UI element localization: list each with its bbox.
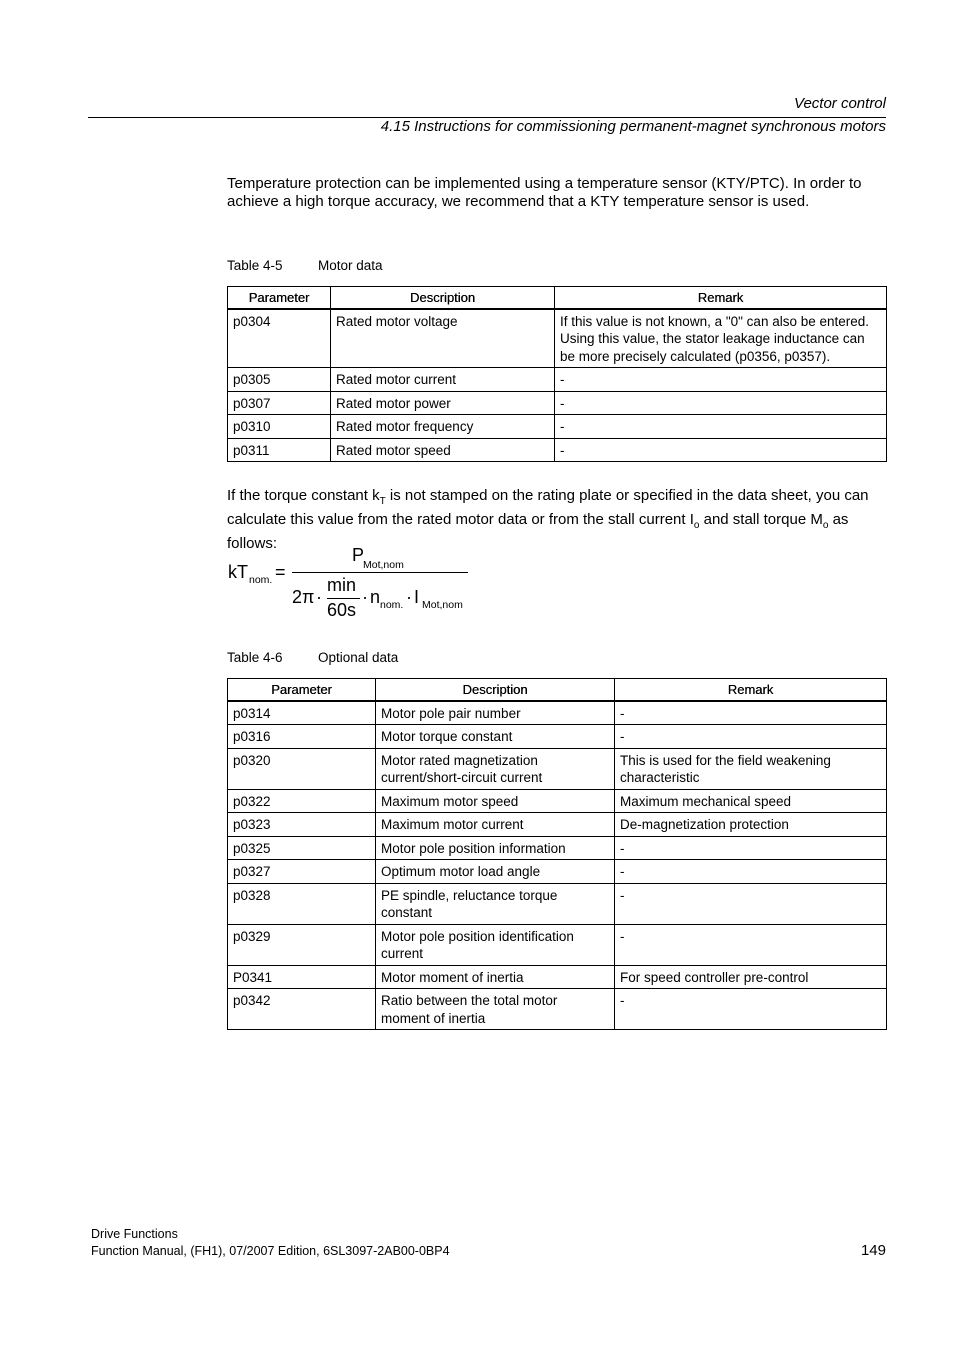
parameter-cell: p0305 xyxy=(228,368,331,392)
running-header-subtitle: 4.15 Instructions for commissioning permanent-magnet synchronous motors xyxy=(380,118,886,135)
parameter-cell: p0342 xyxy=(228,989,376,1030)
inner-fraction-bar xyxy=(327,598,360,599)
torque-constant-paragraph: If the torque constant $k_T$ is not stamped on the rating plate or specified in the data sheet, you can calculate this value from the rated motor data or from the stall current $I_o$ and stall torque $M_o$ as follows: xyxy=(227,487,869,552)
formula-two-pi: 2π xyxy=(292,587,315,607)
description-cell: Motor moment of inertia xyxy=(376,965,615,989)
fraction-bar xyxy=(292,572,468,573)
table-row xyxy=(228,965,887,989)
remark-cell: De-magnetization protection xyxy=(615,813,887,837)
table-row xyxy=(228,368,887,392)
column-header: Description xyxy=(331,287,555,309)
table-row xyxy=(228,309,887,368)
parameter-cell: p0327 xyxy=(228,860,376,884)
remark-cell: For speed controller pre-control xyxy=(615,965,887,989)
column-header: Description xyxy=(376,679,615,701)
formula-numerator: P xyxy=(352,545,365,565)
formula-dot: · xyxy=(406,587,412,607)
description-cell: Rated motor current xyxy=(331,368,555,392)
parameter-cell: p0307 xyxy=(228,391,331,415)
description-cell: Motor pole position identification current xyxy=(376,924,615,965)
formula-numerator-subscript: Mot,nom xyxy=(363,559,404,571)
page-number: 149 xyxy=(860,1242,886,1259)
formula-dot: · xyxy=(362,587,368,607)
table-row xyxy=(228,701,887,725)
parameter-cell: p0323 xyxy=(228,813,376,837)
table-caption-number: Table 4-6 xyxy=(227,650,283,665)
footer-manual-info: Function Manual, (FH1), 07/2007 Edition, 6SL3097-2AB00-0BP4 xyxy=(91,1244,450,1258)
description-cell: Maximum motor current xyxy=(376,813,615,837)
table-row xyxy=(228,391,887,415)
parameter-cell: p0325 xyxy=(228,836,376,860)
table-row xyxy=(228,725,887,749)
formula-dot: · xyxy=(316,587,322,607)
table-header-row xyxy=(228,287,887,309)
description-cell: Motor torque constant xyxy=(376,725,615,749)
remark-cell: Maximum mechanical speed xyxy=(615,789,887,813)
description-cell: Motor pole pair number xyxy=(376,701,615,725)
table-row xyxy=(228,748,887,789)
column-header: Remark xyxy=(615,679,887,701)
description-cell: Optimum motor load angle xyxy=(376,860,615,884)
table-row xyxy=(228,883,887,924)
parameter-cell: p0328 xyxy=(228,883,376,924)
formula-current: I xyxy=(414,587,420,607)
description-cell: Rated motor speed xyxy=(331,438,555,462)
remark-cell: If this value is not known, a "0" can also be entered. Using this value, the stator leakage inductance can be more precisely calculated (p0356, p0357). xyxy=(555,309,887,368)
running-header-title: Vector control xyxy=(794,95,886,112)
remark-cell: - xyxy=(615,701,887,725)
remark-cell: - xyxy=(615,883,887,924)
formula-speed-subscript: nom. xyxy=(380,599,404,611)
description-cell: Motor pole position information xyxy=(376,836,615,860)
formula-inner-numerator: min xyxy=(327,575,357,595)
parameter-cell: p0329 xyxy=(228,924,376,965)
parameter-cell: p0310 xyxy=(228,415,331,439)
parameter-cell: P0341 xyxy=(228,965,376,989)
torque-constant-formula xyxy=(228,545,488,625)
table-header-row xyxy=(228,679,887,701)
remark-cell: - xyxy=(555,391,887,415)
remark-cell: - xyxy=(615,836,887,860)
formula-lhs-subscript: nom. xyxy=(249,574,273,586)
table-row xyxy=(228,860,887,884)
parameter-cell: p0314 xyxy=(228,701,376,725)
remark-cell: - xyxy=(555,438,887,462)
formula-inner-denominator: 60s xyxy=(327,600,357,620)
optional-data-table xyxy=(227,678,887,1030)
parameter-cell: p0311 xyxy=(228,438,331,462)
table-row xyxy=(228,789,887,813)
formula-speed: n xyxy=(370,587,381,607)
parameter-cell: p0320 xyxy=(228,748,376,789)
table-row xyxy=(228,415,887,439)
table-caption-title: Motor data xyxy=(318,258,383,273)
remark-cell: - xyxy=(555,415,887,439)
formula-current-subscript: Mot,nom xyxy=(422,599,463,611)
parameter-cell: p0304 xyxy=(228,309,331,368)
table-row xyxy=(228,836,887,860)
remark-cell: This is used for the field weakening characteristic xyxy=(615,748,887,789)
remark-cell: - xyxy=(555,368,887,392)
description-cell: Ratio between the total motor moment of inertia xyxy=(376,989,615,1030)
description-cell: Rated motor power xyxy=(331,391,555,415)
table-caption xyxy=(227,258,383,273)
description-cell: Rated motor voltage xyxy=(331,309,555,368)
table-row xyxy=(228,438,887,462)
column-header: Parameter xyxy=(228,679,376,701)
table-caption xyxy=(227,650,398,665)
table-row xyxy=(228,989,887,1030)
footer-section: Drive Functions xyxy=(91,1227,178,1241)
table-caption-number: Table 4-5 xyxy=(227,258,283,273)
remark-cell: - xyxy=(615,989,887,1030)
description-cell: Rated motor frequency xyxy=(331,415,555,439)
remark-cell: - xyxy=(615,860,887,884)
remark-cell: - xyxy=(615,725,887,749)
table-row xyxy=(228,924,887,965)
description-cell: Motor rated magnetization current/short-circuit current xyxy=(376,748,615,789)
table-caption-title: Optional data xyxy=(318,650,399,665)
remark-cell: - xyxy=(615,924,887,965)
intro-paragraph: Temperature protection can be implemented using a temperature sensor (KTY/PTC). In order to achieve a high torque accuracy, we recommend that a KTY temperature sensor is used. xyxy=(227,175,862,210)
formula-lhs: kT xyxy=(228,562,248,582)
column-header: Remark xyxy=(555,287,887,309)
formula-equals: = xyxy=(275,562,286,582)
table-row xyxy=(228,813,887,837)
column-header: Parameter xyxy=(228,287,331,309)
description-cell: Maximum motor speed xyxy=(376,789,615,813)
parameter-cell: p0316 xyxy=(228,725,376,749)
description-cell: PE spindle, reluctance torque constant xyxy=(376,883,615,924)
parameter-cell: p0322 xyxy=(228,789,376,813)
motor-data-table xyxy=(227,286,887,462)
